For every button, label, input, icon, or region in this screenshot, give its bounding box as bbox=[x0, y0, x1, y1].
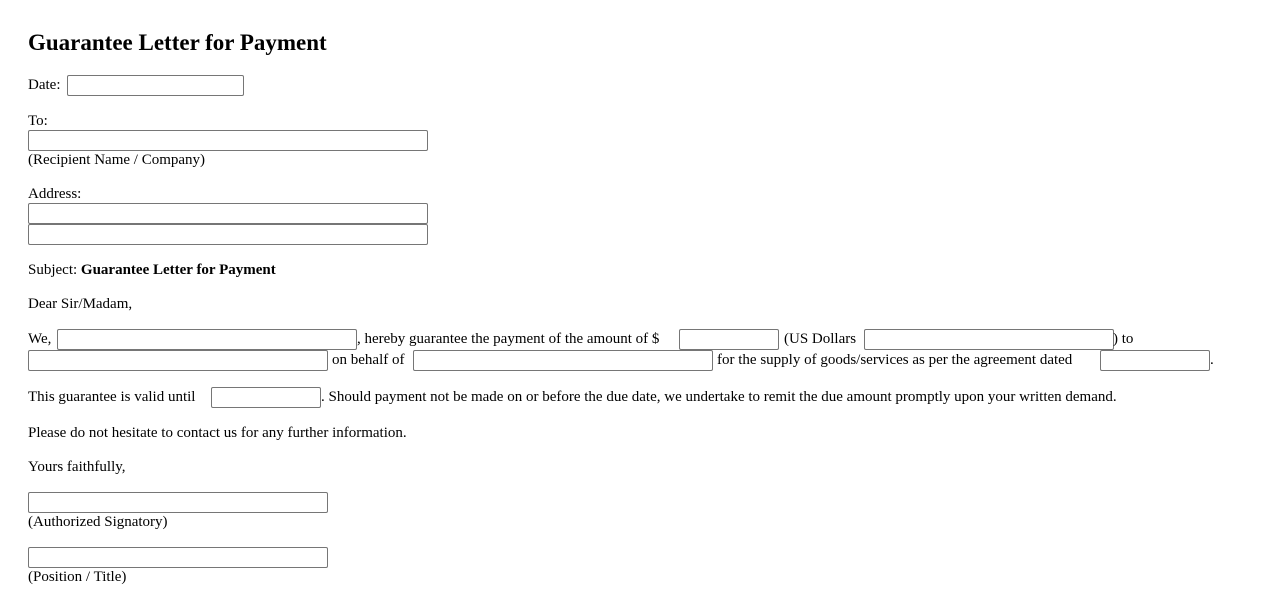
address-line2-input[interactable] bbox=[28, 224, 428, 245]
undertake-text: . Should payment not be made on or before the due date, we undertake to remit the due amount promptly upon your written demand. bbox=[321, 389, 1117, 405]
to-label: To: bbox=[28, 113, 48, 129]
subject-label: Subject: bbox=[28, 262, 78, 278]
valid-until-input[interactable] bbox=[211, 387, 321, 408]
salutation: Dear Sir/Madam, bbox=[28, 296, 133, 312]
on-behalf-text: on behalf of bbox=[332, 352, 405, 368]
subject-text: Guarantee Letter for Payment bbox=[80, 262, 276, 278]
principal-input[interactable] bbox=[413, 350, 713, 371]
amount-words-input[interactable] bbox=[864, 329, 1114, 350]
to-text: ) to bbox=[1113, 331, 1134, 347]
valid-until-text: This guarantee is valid until bbox=[28, 389, 196, 405]
contact-text: Please do not hesitate to contact us for any further information. bbox=[28, 425, 407, 441]
signatory-hint: (Authorized Signatory) bbox=[28, 514, 168, 530]
address-label: Address: bbox=[28, 186, 82, 202]
address-line1-input[interactable] bbox=[28, 203, 428, 224]
supply-text: for the supply of goods/services as per the agreement dated bbox=[717, 352, 1073, 368]
period-text: . bbox=[1210, 352, 1214, 368]
beneficiary-input[interactable] bbox=[28, 350, 328, 371]
recipient-input[interactable] bbox=[28, 130, 428, 151]
date-input[interactable] bbox=[67, 75, 244, 96]
we-label: We, bbox=[28, 331, 52, 347]
position-input[interactable] bbox=[28, 547, 328, 568]
us-dollars-text: (US Dollars bbox=[784, 331, 857, 347]
closing-text: Yours faithfully, bbox=[28, 459, 126, 475]
signatory-input[interactable] bbox=[28, 492, 328, 513]
recipient-hint: (Recipient Name / Company) bbox=[28, 152, 206, 168]
agreement-date-input[interactable] bbox=[1100, 350, 1210, 371]
guarantor-input[interactable] bbox=[57, 329, 357, 350]
position-hint: (Position / Title) bbox=[28, 569, 127, 585]
date-label: Date: bbox=[28, 77, 61, 93]
subject-line bbox=[28, 263, 276, 278]
guarantee-text: , hereby guarantee the payment of the amount of $ bbox=[357, 331, 660, 347]
letter-title: Guarantee Letter for Payment bbox=[28, 30, 327, 55]
amount-input[interactable] bbox=[679, 329, 779, 350]
